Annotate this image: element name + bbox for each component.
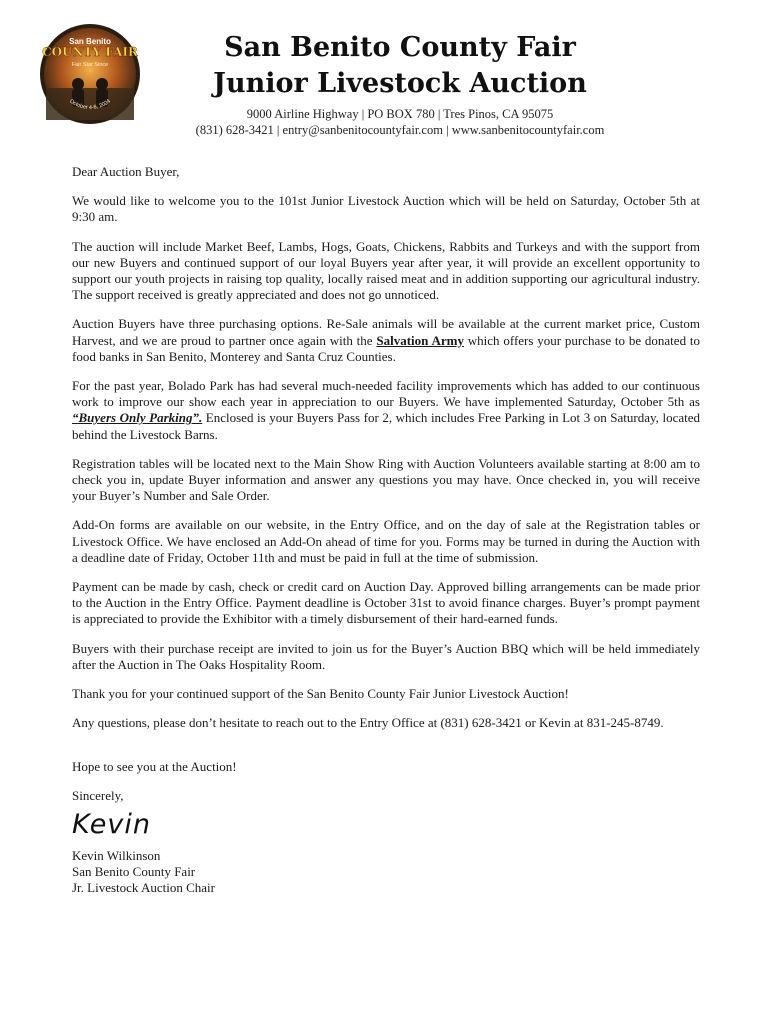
signer-name: Kevin Wilkinson bbox=[72, 847, 161, 863]
logo-dates: October 4-6, 2024 bbox=[68, 98, 112, 111]
purchasing-text-a: Auction Buyers have three purchasing options. Re-Sale animals will be available at the current market price, Custom Harvest, and we are proud to partner once again with the bbox=[72, 316, 700, 348]
paragraph-registration: Registration tables will be located next to the Main Show Ring with Auction Volunteers available starting at 8:00 am to check you in, update Buyer information and answer any questions you may have. Once checked in, you will receive your Buyer’s Number and Sale Order. bbox=[72, 455, 700, 504]
title-line2: Junior Livestock Auction bbox=[213, 68, 587, 99]
contact-line: (831) 628-3421 | entry@sanbenitocountyfair.com | www.sanbenitocountyfair.com bbox=[195, 123, 605, 137]
letterhead bbox=[140, 30, 660, 138]
purchasing-text-c: which offers your purchase to be donated to food banks in San Benito, Monterey and Santa Cruz Counties. bbox=[72, 332, 700, 364]
paragraph-purchasing-options bbox=[72, 316, 700, 365]
parking-text-c: Enclosed is your Buyers Pass for 2, which includes Free Parking in Lot 3 on Saturday, located behind the Livestock Barns. bbox=[72, 410, 700, 442]
logo-line1: San Benito bbox=[69, 37, 111, 46]
address-line: 9000 Airline Highway | PO BOX 780 | Tres Pinos, CA 95075 bbox=[246, 107, 554, 121]
closing-hope: Hope to see you at the Auction! bbox=[72, 759, 237, 775]
signature: Kevin bbox=[72, 808, 151, 840]
title-line1: San Benito County Fair bbox=[224, 32, 576, 63]
paragraph-auction-items: The auction will include Market Beef, Lambs, Hogs, Goats, Chickens, Rabbits and Turkeys and with the support from our new Buyers and continued support of our loyal Buyers year after year, it will provide an excellent opportunity to support our youth projects in raising top quality, locally raised meat and in addition supporting our agricultural industry. The support received is greatly appreciated and does not go unnoticed. bbox=[72, 238, 700, 303]
signer-title: Jr. Livestock Auction Chair bbox=[72, 880, 215, 896]
paragraph-thanks: Thank you for your continued support of the San Benito County Fair Junior Livestock Auction! bbox=[72, 686, 569, 702]
parking-text-a: For the past year, Bolado Park has had several much-needed facility improvements which has added to our continuous work to improve our show each year in appreciation to our Buyers. We have implemented Saturday, October 5th as bbox=[72, 378, 700, 410]
paragraph-welcome: We would like to welcome you to the 101st Junior Livestock Auction which will be held on Saturday, October 5th at 9:30 am. bbox=[72, 193, 700, 225]
closing-sincerely: Sincerely, bbox=[72, 787, 124, 803]
logo-line2: COUNTY FAIR bbox=[42, 45, 138, 59]
paragraph-parking bbox=[72, 378, 700, 443]
letter-body bbox=[72, 164, 700, 897]
salutation: Dear Auction Buyer, bbox=[72, 164, 180, 179]
fair-logo bbox=[38, 22, 142, 126]
paragraph-questions: Any questions, please don’t hesitate to reach out to the Entry Office at (831) 628-3421 or Kevin at 831-245-8749. bbox=[72, 715, 664, 731]
paragraph-add-on: Add-On forms are available on our website, in the Entry Office, and on the day of sale at the Registration tables or Livestock Office. We have enclosed an Add-On ahead of time for you. Forms may be turned in during the Auction with a deadline date of Friday, October 11th and must be paid in full at the time of submission. bbox=[72, 517, 700, 565]
signer-org: San Benito County Fair bbox=[72, 864, 196, 880]
buyers-only-parking-text: “Buyers Only Parking”. bbox=[72, 410, 203, 426]
logo-line3: Fair Star Since bbox=[71, 62, 109, 68]
paragraph-bbq: Buyers with their purchase receipt are invited to join us for the Buyer’s Auction BBQ which will be held immediately after the Auction in The Oaks Hospitality Room. bbox=[72, 640, 700, 672]
salvation-army-text: Salvation Army bbox=[376, 332, 464, 348]
paragraph-payment: Payment can be made by cash, check or credit card on Auction Day. Approved billing arrangements can be made prior to the Auction in the Entry Office. Payment deadline is October 31st to avoid finance charges. Buyer’s prompt payment is appreciated to provide the Exhibitor with a timely disbursement of their hard-earned funds. bbox=[72, 579, 700, 627]
